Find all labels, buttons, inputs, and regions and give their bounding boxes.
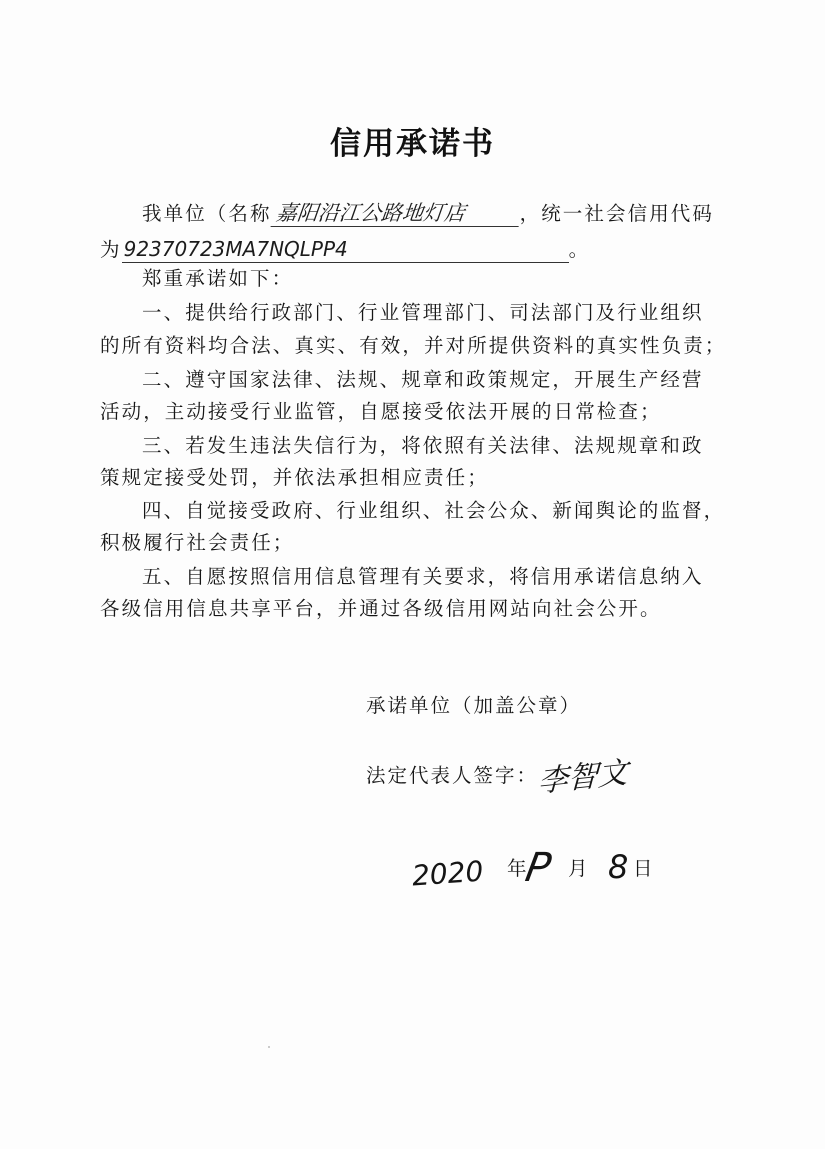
item-5-line-1: 五、自愿按照信用信息管理有关要求，将信用承诺信息纳入: [142, 565, 704, 588]
item-4-line-1: 四、自觉接受政府、行业组织、社会公众、新闻舆论的监督，: [142, 499, 726, 522]
declare-line: 郑重承诺如下：: [142, 267, 294, 290]
legal-rep-signature: 李智文: [537, 755, 629, 800]
item-3-line-1: 三、若发生违法失信行为，将依照有关法律、法规规章和政: [142, 434, 704, 457]
item-2-line-1: 二、遵守国家法律、法规、规章和政策规定，开展生产经营: [142, 368, 704, 391]
legal-rep-label: 法定代表人签字：: [366, 764, 539, 787]
commitment-unit-label: 承诺单位（加盖公章）: [366, 694, 582, 717]
day-unit: 日: [633, 857, 653, 880]
intro-prefix: 我单位（名称: [142, 202, 272, 225]
item-1-line-2: 的所有资料均合法、真实、有效，并对所提供资料的真实性负责；: [100, 334, 727, 357]
credit-code-handwritten: 92370723MA7NQLPP4: [122, 236, 569, 263]
intro-middle: ，统一社会信用代码: [519, 202, 715, 225]
item-3-line-2: 策规定接受处罚，并依法承担相应责任；: [100, 466, 489, 489]
item-2-line-2: 活动，主动接受行业监管，自愿接受依法开展的日常检查；: [100, 400, 662, 423]
intro-line-2: [100, 236, 590, 263]
code-prefix: 为: [100, 238, 122, 261]
document-title: 信用承诺书: [330, 126, 495, 162]
item-5-line-2: 各级信用信息共享平台，并通过各级信用网站向社会公开。: [100, 597, 662, 620]
date-year-handwritten: 2020: [410, 854, 485, 893]
item-4-line-2: 积极履行社会责任；: [100, 531, 295, 554]
date-month-handwritten: P: [521, 845, 555, 891]
date-day-handwritten: 8: [608, 848, 629, 886]
company-name-handwritten: 嘉阳沿江公路地灯店: [270, 200, 521, 227]
scan-speck: [268, 1046, 270, 1048]
intro-line-1: [142, 200, 714, 227]
year-unit: 年: [507, 857, 527, 880]
item-1-line-1: 一、提供给行政部门、行业管理部门、司法部门及行业组织: [142, 301, 704, 324]
month-unit: 月: [568, 857, 588, 880]
code-suffix: 。: [568, 238, 591, 261]
